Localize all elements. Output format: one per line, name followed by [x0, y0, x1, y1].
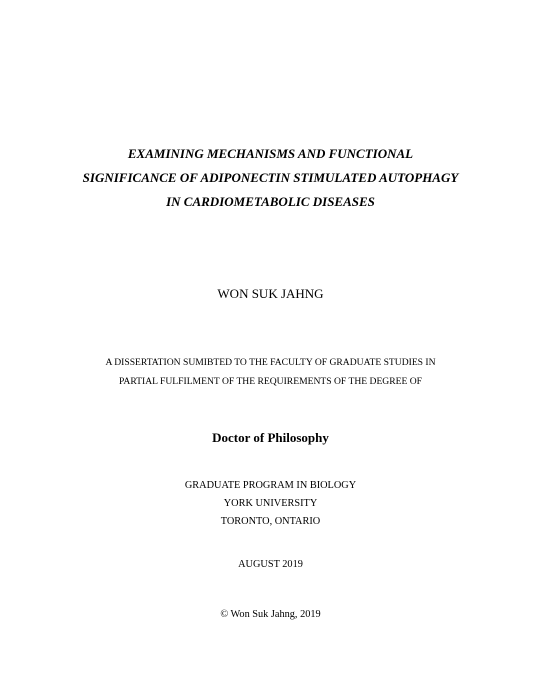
statement-line-2: PARTIAL FULFILMENT OF THE REQUIREMENTS OF THE DEGREE OF [118, 376, 423, 387]
copyright-notice: © Won Suk Jahng, 2019 [220, 609, 321, 620]
university-location: TORONTO, ONTARIO [220, 516, 321, 527]
graduate-program: GRADUATE PROGRAM IN BIOLOGY [184, 480, 357, 491]
title-line-3: IN CARDIOMETABOLIC DISEASES [166, 194, 375, 209]
title-line-2: SIGNIFICANCE OF ADIPONECTIN STIMULATED AUTOPHAGY [82, 170, 459, 185]
submission-date: AUGUST 2019 [238, 559, 303, 570]
university-name: YORK UNIVERSITY [223, 498, 318, 509]
author-name: WON SUK JAHNG [217, 286, 324, 301]
statement-line-1: A DISSERTATION SUMIBTED TO THE FACULTY OF GRADUATE STUDIES IN [105, 357, 436, 368]
degree-title: Doctor of Philosophy [212, 430, 329, 445]
title-line-1: EXAMINING MECHANISMS AND FUNCTIONAL [127, 146, 414, 161]
